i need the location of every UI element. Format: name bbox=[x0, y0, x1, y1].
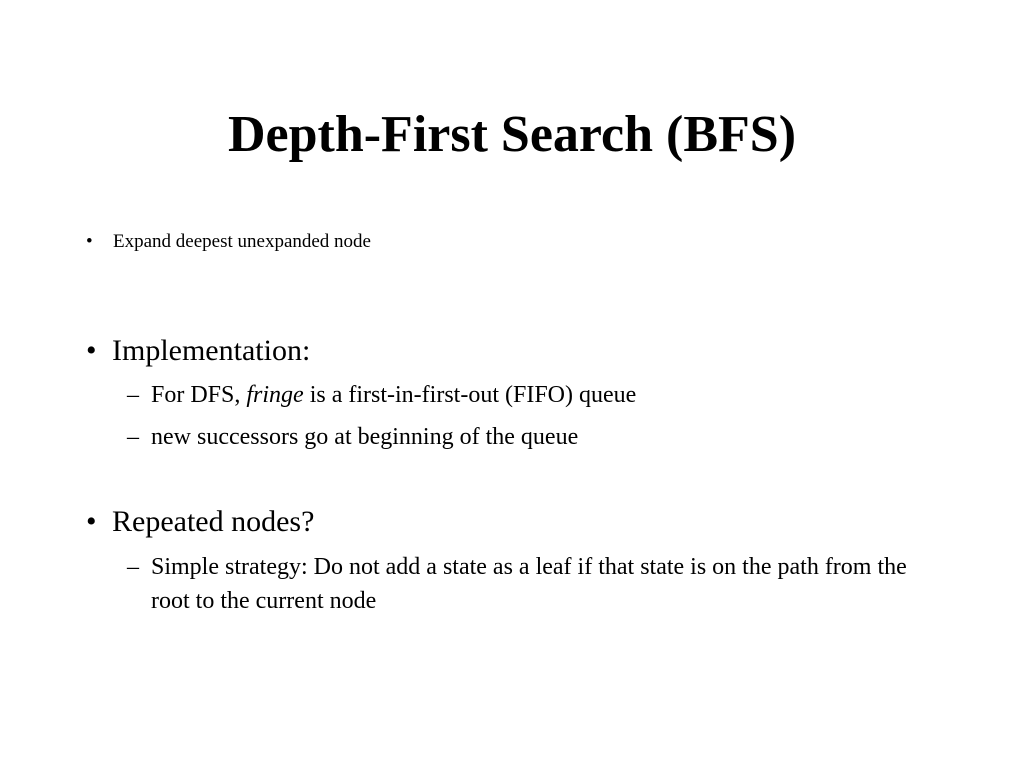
bullet-expand bbox=[86, 229, 371, 255]
subitem-emphasis: fringe bbox=[246, 382, 304, 408]
subitem-successors bbox=[127, 420, 927, 454]
bullet-text: Repeated nodes? bbox=[112, 505, 315, 538]
subitem-text: Simple strategy: Do not add a state as a leaf if that state is on the path from the root to the current node bbox=[151, 554, 907, 614]
bullet-implementation bbox=[86, 332, 310, 370]
subitem-strategy bbox=[127, 550, 927, 618]
subitem-text: new successors go at beginning of the queue bbox=[151, 424, 579, 450]
slide-title: Depth-First Search (BFS) bbox=[227, 106, 797, 163]
bullet-text: Implementation: bbox=[112, 334, 311, 367]
bullet-text: Expand deepest unexpanded node bbox=[113, 231, 371, 252]
subitem-prefix: For DFS, bbox=[151, 382, 247, 408]
subitem-fringe bbox=[127, 378, 927, 412]
sub-marker: – bbox=[127, 382, 139, 408]
bullet-repeated-nodes bbox=[86, 503, 314, 541]
bullet-marker: • bbox=[86, 334, 97, 367]
bullet-marker: • bbox=[86, 505, 97, 538]
subitem-text bbox=[151, 378, 927, 412]
sub-marker: – bbox=[127, 554, 139, 580]
subitem-suffix: is a first-in-first-out (FIFO) queue bbox=[303, 382, 637, 408]
bullet-marker: • bbox=[86, 231, 93, 252]
sub-marker: – bbox=[127, 424, 139, 450]
